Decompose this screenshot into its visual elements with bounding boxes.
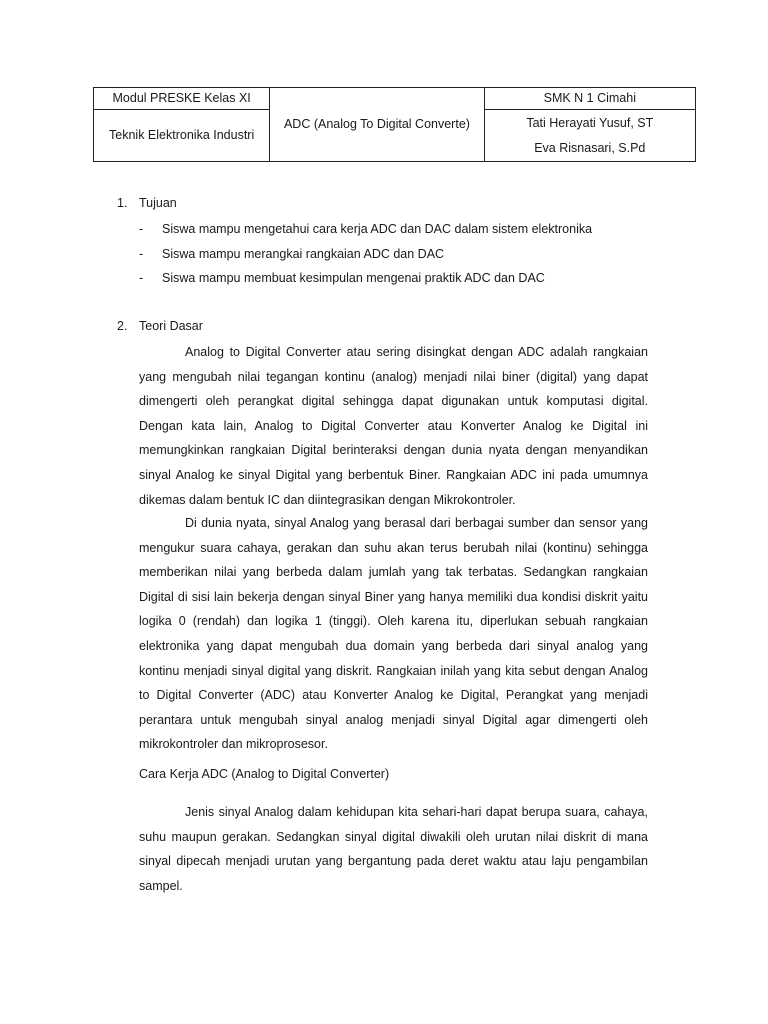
list-item — [139, 220, 592, 245]
section-number: 2. — [117, 319, 128, 333]
school-cell: SMK N 1 Cimahi — [484, 88, 695, 110]
bullet-dash: - — [139, 222, 144, 236]
topic-cell: ADC (Analog To Digital Converte) — [270, 88, 484, 162]
list-item — [139, 245, 592, 270]
module-cell: Modul PRESKE Kelas XI — [94, 88, 270, 110]
bullet-dash: - — [139, 246, 144, 261]
list-item-text: Siswa mampu merangkai rangkaian ADC dan DAC — [162, 246, 445, 261]
section-title: Teori Dasar — [139, 319, 203, 333]
authors-cell — [484, 110, 695, 162]
list-item-text: Siswa mampu membuat kesimpulan mengenai praktik ADC dan DAC — [162, 271, 545, 285]
list-item-text: Siswa mampu mengetahui cara kerja ADC dan DAC dalam sistem elektronika — [162, 222, 593, 236]
list-item — [139, 269, 592, 294]
author-2: Eva Risnasari, S.Pd — [534, 141, 646, 155]
section-heading-tujuan — [117, 196, 177, 210]
section-heading-teori-dasar — [117, 319, 203, 333]
subheading-cara-kerja: Cara Kerja ADC (Analog to Digital Converter) — [139, 767, 390, 781]
bullet-dash: - — [139, 271, 144, 285]
objectives-list — [139, 220, 592, 294]
paragraph-adc-definition: Analog to Digital Converter atau sering disingkat dengan ADC adalah rangkaian yang mengubah nilai tegangan kontinu (analog) menjadi nilai biner (digital) yang dapat dimengerti oleh perangkat digital sehingga dapat digunakan untuk komputasi digital. Dengan kata lain, Analog to Digital Converter atau Konverter Analog ke Digital ini memungkinkan rangkaian Digital berinteraksi dengan dunia nyata dengan menyandikan sinyal Analog ke sinyal Digital yang berbentuk Biner. Rangkaian ADC ini pada umumnya dikemas dalam bentuk IC dan diintegrasikan dengan Mikrokontroler. — [139, 345, 648, 507]
paragraph-real-world-signals: Di dunia nyata, sinyal Analog yang berasal dari berbagai sumber dan sensor yang mengukur suara cahaya, gerakan dan suhu akan terus berubah nilai (kontinu) sehingga memberikan nilai yang berbeda dalam jumlah yang tak terbatas. Sedangkan rangkaian Digital di sisi lain bekerja dengan sinyal Biner yang hanya memiliki dua kondisi diskrit yaitu logika 0 (rendah) dan logika 1 (tinggi). Oleh karena itu, diperlukan sebuah rangkaian elektronika yang dapat mengubah dua domain yang berbeda dari sinyal analog yang kontinu menjadi sinyal digital yang diskrit. Rangkaian inilah yang kita sebut dengan Analog to Digital Converter (ADC) atau Konverter Analog ke Digital, Perangkat yang menjadi perantara untuk mengubah sinyal analog menjadi sinyal Digital agar dimengerti oleh mikrokontroler dan mikroprosesor. — [139, 516, 648, 752]
paragraph-signal-types: Jenis sinyal Analog dalam kehidupan kita sehari-hari dapat berupa suara, cahaya, suhu maupun gerakan. Sedangkan sinyal digital diwakili oleh urutan nilai diskrit di mana sinyal dipecah menjadi urutan yang bergantung pada deret waktu atau laju pengambilan sampel. — [139, 805, 648, 893]
section-number: 1. — [117, 196, 128, 210]
header-table — [93, 87, 696, 162]
department-cell: Teknik Elektronika Industri — [94, 110, 270, 162]
section-title: Tujuan — [139, 196, 177, 210]
author-1: Tati Herayati Yusuf, ST — [526, 115, 654, 130]
